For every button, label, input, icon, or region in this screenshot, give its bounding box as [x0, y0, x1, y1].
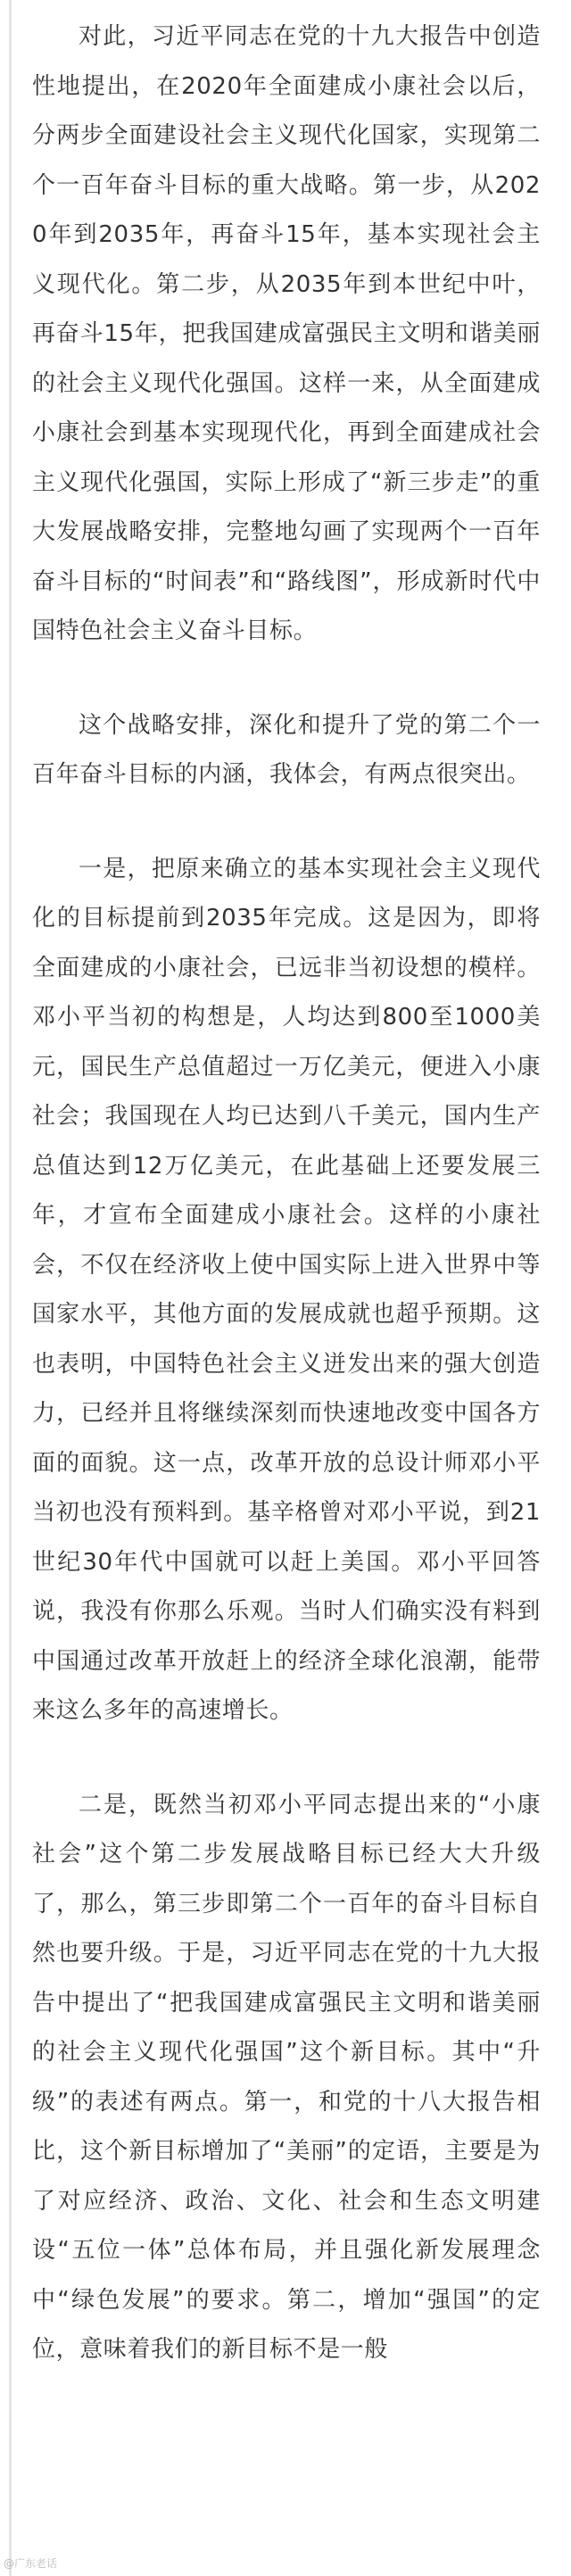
- article-body: [32, 12, 541, 2420]
- left-quote-rule: [9, 0, 12, 2576]
- source-watermark: @广东老话: [4, 2557, 58, 2570]
- paragraph-4: 二是，既然当初邓小平同志提出来的“小康社会”这个第二步发展战略目标已经大大升级了，那么，第三步即第二个一百年的奋斗目标自然也要升级。于是，习近平同志在党的十九大报告中提出了“把我国建成富强民主文明和谐美丽的社会主义现代化强国”这个新目标。其中“升级”的表述有两点。第一，和党的十八大报告相比，这个新目标增加了“美丽”的定语，主要是为了对应经济、政治、文化、社会和生态文明建设“五位一体”总体布局，并且强化新发展理念中“绿色发展”的要求。第二，增加“强国”的定位，意味着我们的新目标不是一般: [32, 1791, 541, 2363]
- paragraph-2: 这个战略安排，深化和提升了党的第二个一百年奋斗目标的内涵，我体会，有两点很突出。: [32, 711, 541, 788]
- paragraph-1: 对此，习近平同志在党的十九大报告中创造性地提出，在2020年全面建成小康社会以后，分两步全面建设社会主义现代化国家，实现第二个一百年奋斗目标的重大战略。第一步，从2020年到2035年，再奋斗15年，基本实现社会主义现代化。第二步，从2035年到本世纪中叶，再奋斗15年，把我国建成富强民主文明和谐美丽的社会主义现代化强国。这样一来，从全面建成小康社会到基本实现现代化，再到全面建成社会主义现代化强国，实际上形成了“新三步走”的重大发展战略安排，完整地勾画了实现两个一百年奋斗目标的“时间表”和“路线图”，形成新时代中国特色社会主义奋斗目标。: [32, 23, 541, 644]
- paragraph-3: 一是，把原来确立的基本实现社会主义现代化的目标提前到2035年完成。这是因为，即将全面建成的小康社会，已远非当初设想的模样。邓小平当初的构想是，人均达到800至1000美元，国民生产总值超过一万亿美元，便进入小康社会；我国现在人均已达到八千美元，国内生产总值达到12万亿美元，在此基础上还要发展三年，才宣布全面建成小康社会。这样的小康社会，不仅在经济收上使中国实际上进入世界中等国家水平，其他方面的发展成就也超乎预期。这也表明，中国特色社会主义迸发出来的强大创造力，已经并且将继续深刻而快速地改变中国各方面的面貌。这一点，改革开放的总设计师邓小平当初也没有预料到。基辛格曾对邓小平说，到21世纪30年代中国就可以赶上美国。邓小平回答说，我没有你那么乐观。当时人们确实没有料到中国通过改革开放赶上的经济全球化浪潮，能带来这么多年的高速增长。: [32, 855, 541, 1724]
